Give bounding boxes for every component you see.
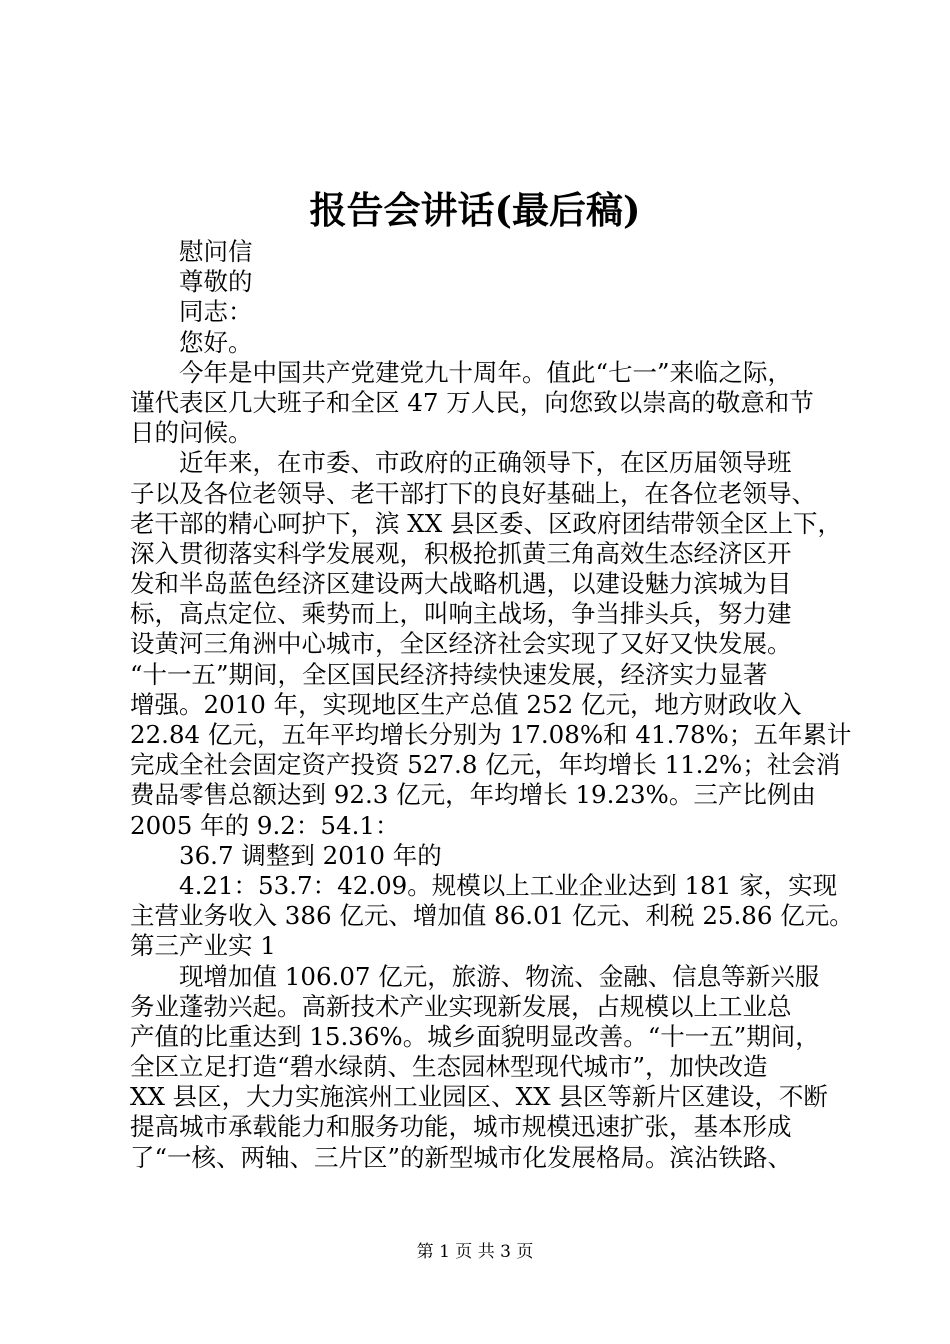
paragraph-line: 主营业务收入 386 亿元、增加值 86.01 亿元、利税 25.86 亿元。 [130, 901, 854, 931]
paragraph-line: 了“一核、两轴、三片区”的新型城市化发展格局。滨沾铁路、 [130, 1142, 793, 1172]
paragraph-line: 费品零售总额达到 92.3 亿元，年均增长 19.23%。三产比例由 [130, 780, 816, 810]
paragraph-line: 产值的比重达到 15.36%。城乡面貌明显改善。“十一五”期间， [130, 1021, 820, 1051]
paragraph-line: 深入贯彻落实科学发展观，积极抢抓黄三角高效生态经济区开 [130, 538, 792, 568]
paragraph-line: 提高城市承载能力和服务功能，城市规模迅速扩张，基本形成 [130, 1112, 792, 1142]
paragraph-line: 标，高点定位、乘势而上，叫响主战场，争当排头兵，努力建 [130, 599, 792, 629]
paragraph-line: 今年是中国共产党建党九十周年。值此“七一”来临之际， [179, 357, 793, 387]
document-body [130, 237, 854, 1173]
paragraph-line: 务业蓬勃兴起。高新技术产业实现新发展，占规模以上工业总 [130, 991, 792, 1021]
paragraph-line: 36.7 调整到 2010 年的 [179, 840, 442, 870]
paragraph-line: 全区立足打造“碧水绿荫、生态园林型现代城市”，加快改造 [130, 1052, 768, 1082]
salutation-line: 同志： [179, 297, 253, 327]
paragraph-line: 老干部的精心呵护下，滨 XX 县区委、区政府团结带领全区上下， [130, 508, 842, 538]
paragraph-line: 4.21：53.7：42.09。规模以上工业企业达到 181 家，实现 [179, 870, 838, 900]
paragraph-line: 日的问候。 [130, 418, 253, 448]
paragraph-line: 完成全社会固定资产投资 527.8 亿元，年均增长 11.2%；社会消 [130, 750, 841, 780]
page-number-footer: 第 1 页 共 3 页 [416, 1242, 534, 1262]
greeting-line: 您好。 [179, 327, 253, 357]
paragraph-line: 发和半岛蓝色经济区建设两大战略机遇，以建设魅力滨城为目 [130, 569, 792, 599]
paragraph-line: 子以及各位老领导、老干部打下的良好基础上，在各位老领导、 [130, 478, 816, 508]
paragraph-line: 近年来，在市委、市政府的正确领导下，在区历届领导班 [179, 448, 792, 478]
paragraph-line: 谨代表区几大班子和全区 47 万人民，向您致以崇高的敬意和节 [130, 387, 814, 417]
paragraph-line: 2005 年的 9.2：54.1： [130, 810, 400, 840]
paragraph-line: 现增加值 106.07 亿元，旅游、物流、金融、信息等新兴服 [179, 961, 820, 991]
salutation-heading: 慰问信 [179, 237, 253, 266]
salutation-line: 尊敬的 [179, 267, 253, 297]
paragraph-line: 增强。2010 年，实现地区生产总值 252 亿元，地方财政收入 [130, 689, 802, 719]
paragraph-line: XX 县区，大力实施滨州工业园区、XX 县区等新片区建设，不断 [130, 1082, 828, 1112]
paragraph-line: 22.84 亿元，五年平均增长分别为 17.08%和 41.78%；五年累计 [130, 720, 852, 749]
paragraph-line: “十一五”期间，全区国民经济持续快速发展，经济实力显著 [130, 659, 768, 689]
paragraph-line: 设黄河三角洲中心城市，全区经济社会实现了又好又快发展。 [130, 629, 792, 659]
document-title: 报告会讲话(最后稿) [309, 188, 641, 232]
paragraph-line: 第三产业实 1 [130, 931, 276, 961]
